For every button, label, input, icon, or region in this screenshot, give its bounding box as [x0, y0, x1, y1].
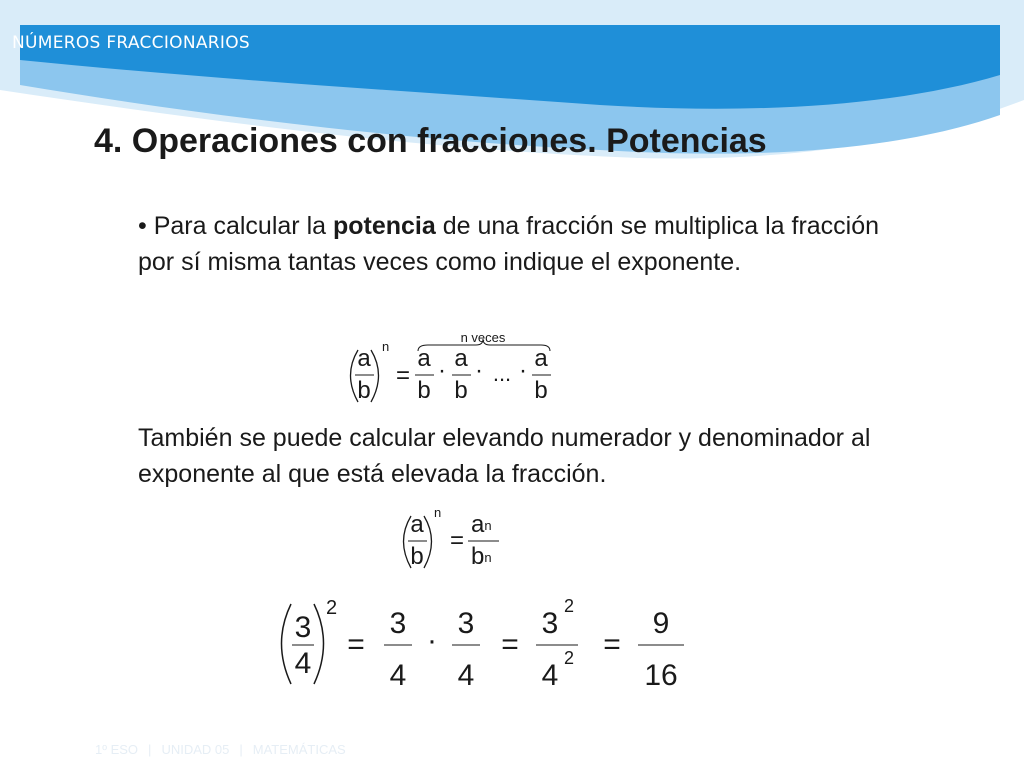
result-denominator: 16: [644, 659, 678, 692]
factor-n-denominator: b: [534, 377, 548, 404]
exponent: n: [434, 505, 442, 520]
step2-numerator: 3: [457, 607, 475, 640]
dot-2: ·: [475, 357, 483, 384]
footer-subject: MATEMÁTICAS: [252, 742, 346, 757]
result-numerator-base: a: [471, 511, 485, 538]
factor-1-denominator: b: [417, 377, 431, 404]
section-header-label: NÚMEROS FRACCIONARIOS: [12, 33, 250, 53]
step1-numerator: 3: [389, 607, 407, 640]
result-numerator-exponent: n: [484, 518, 492, 533]
base-denominator: b: [410, 543, 424, 570]
step3-denominator: 4: [541, 659, 559, 692]
factor-2-denominator: b: [454, 377, 468, 404]
footer-course: 1º ESO: [95, 742, 139, 757]
explanation-paragraph-2: También se puede calcular elevando numerador y denominador al exponente al que está elevada la fracción.: [138, 424, 871, 488]
equals-sign-1: =: [347, 628, 365, 661]
footer-unit: UNIDAD 05: [161, 742, 230, 757]
example-exponent: 2: [326, 597, 338, 619]
factor-n-numerator: a: [534, 345, 548, 372]
ellipsis: ...: [492, 361, 512, 386]
result-denominator-base: b: [471, 543, 485, 570]
paragraph-1-text-b: de una fracción se multiplica la fracción por sí misma tantas veces como indique el exponente.: [138, 212, 880, 276]
equals-sign: =: [449, 527, 465, 554]
footer-separator-1: |: [148, 742, 152, 757]
paragraph-1-text-a: Para calcular la: [153, 212, 333, 240]
left-paren: [282, 604, 292, 684]
example-base-denominator: 4: [294, 647, 312, 680]
exponent: n: [382, 339, 390, 354]
step3-denominator-exponent: 2: [564, 648, 575, 668]
base-denominator: b: [357, 377, 371, 404]
step3-numerator: 3: [541, 607, 559, 640]
slide-title: 4. Operaciones con fracciones. Potencias: [94, 122, 767, 160]
step1-denominator: 4: [389, 659, 407, 692]
equals-sign-2: =: [501, 628, 519, 661]
example-base-numerator: 3: [294, 611, 312, 644]
equals-sign-3: =: [603, 628, 621, 661]
dot-3: ·: [519, 357, 527, 384]
factor-2-numerator: a: [454, 345, 468, 372]
base-numerator: a: [357, 345, 371, 372]
multiply-dot: ·: [427, 624, 437, 657]
footer: [90, 742, 351, 757]
equals-sign: =: [395, 362, 411, 389]
bullet: •: [138, 212, 147, 240]
brace-label: n veces: [460, 330, 506, 345]
step2-denominator: 4: [457, 659, 475, 692]
dot-1: ·: [438, 357, 446, 384]
factor-1-numerator: a: [417, 345, 431, 372]
base-numerator: a: [410, 511, 424, 538]
right-paren: [314, 604, 324, 684]
result-denominator-exponent: n: [484, 550, 492, 565]
keyword-potencia: potencia: [332, 212, 436, 240]
result-numerator: 9: [652, 607, 670, 640]
footer-separator-2: |: [239, 742, 243, 757]
step3-numerator-exponent: 2: [564, 596, 575, 616]
